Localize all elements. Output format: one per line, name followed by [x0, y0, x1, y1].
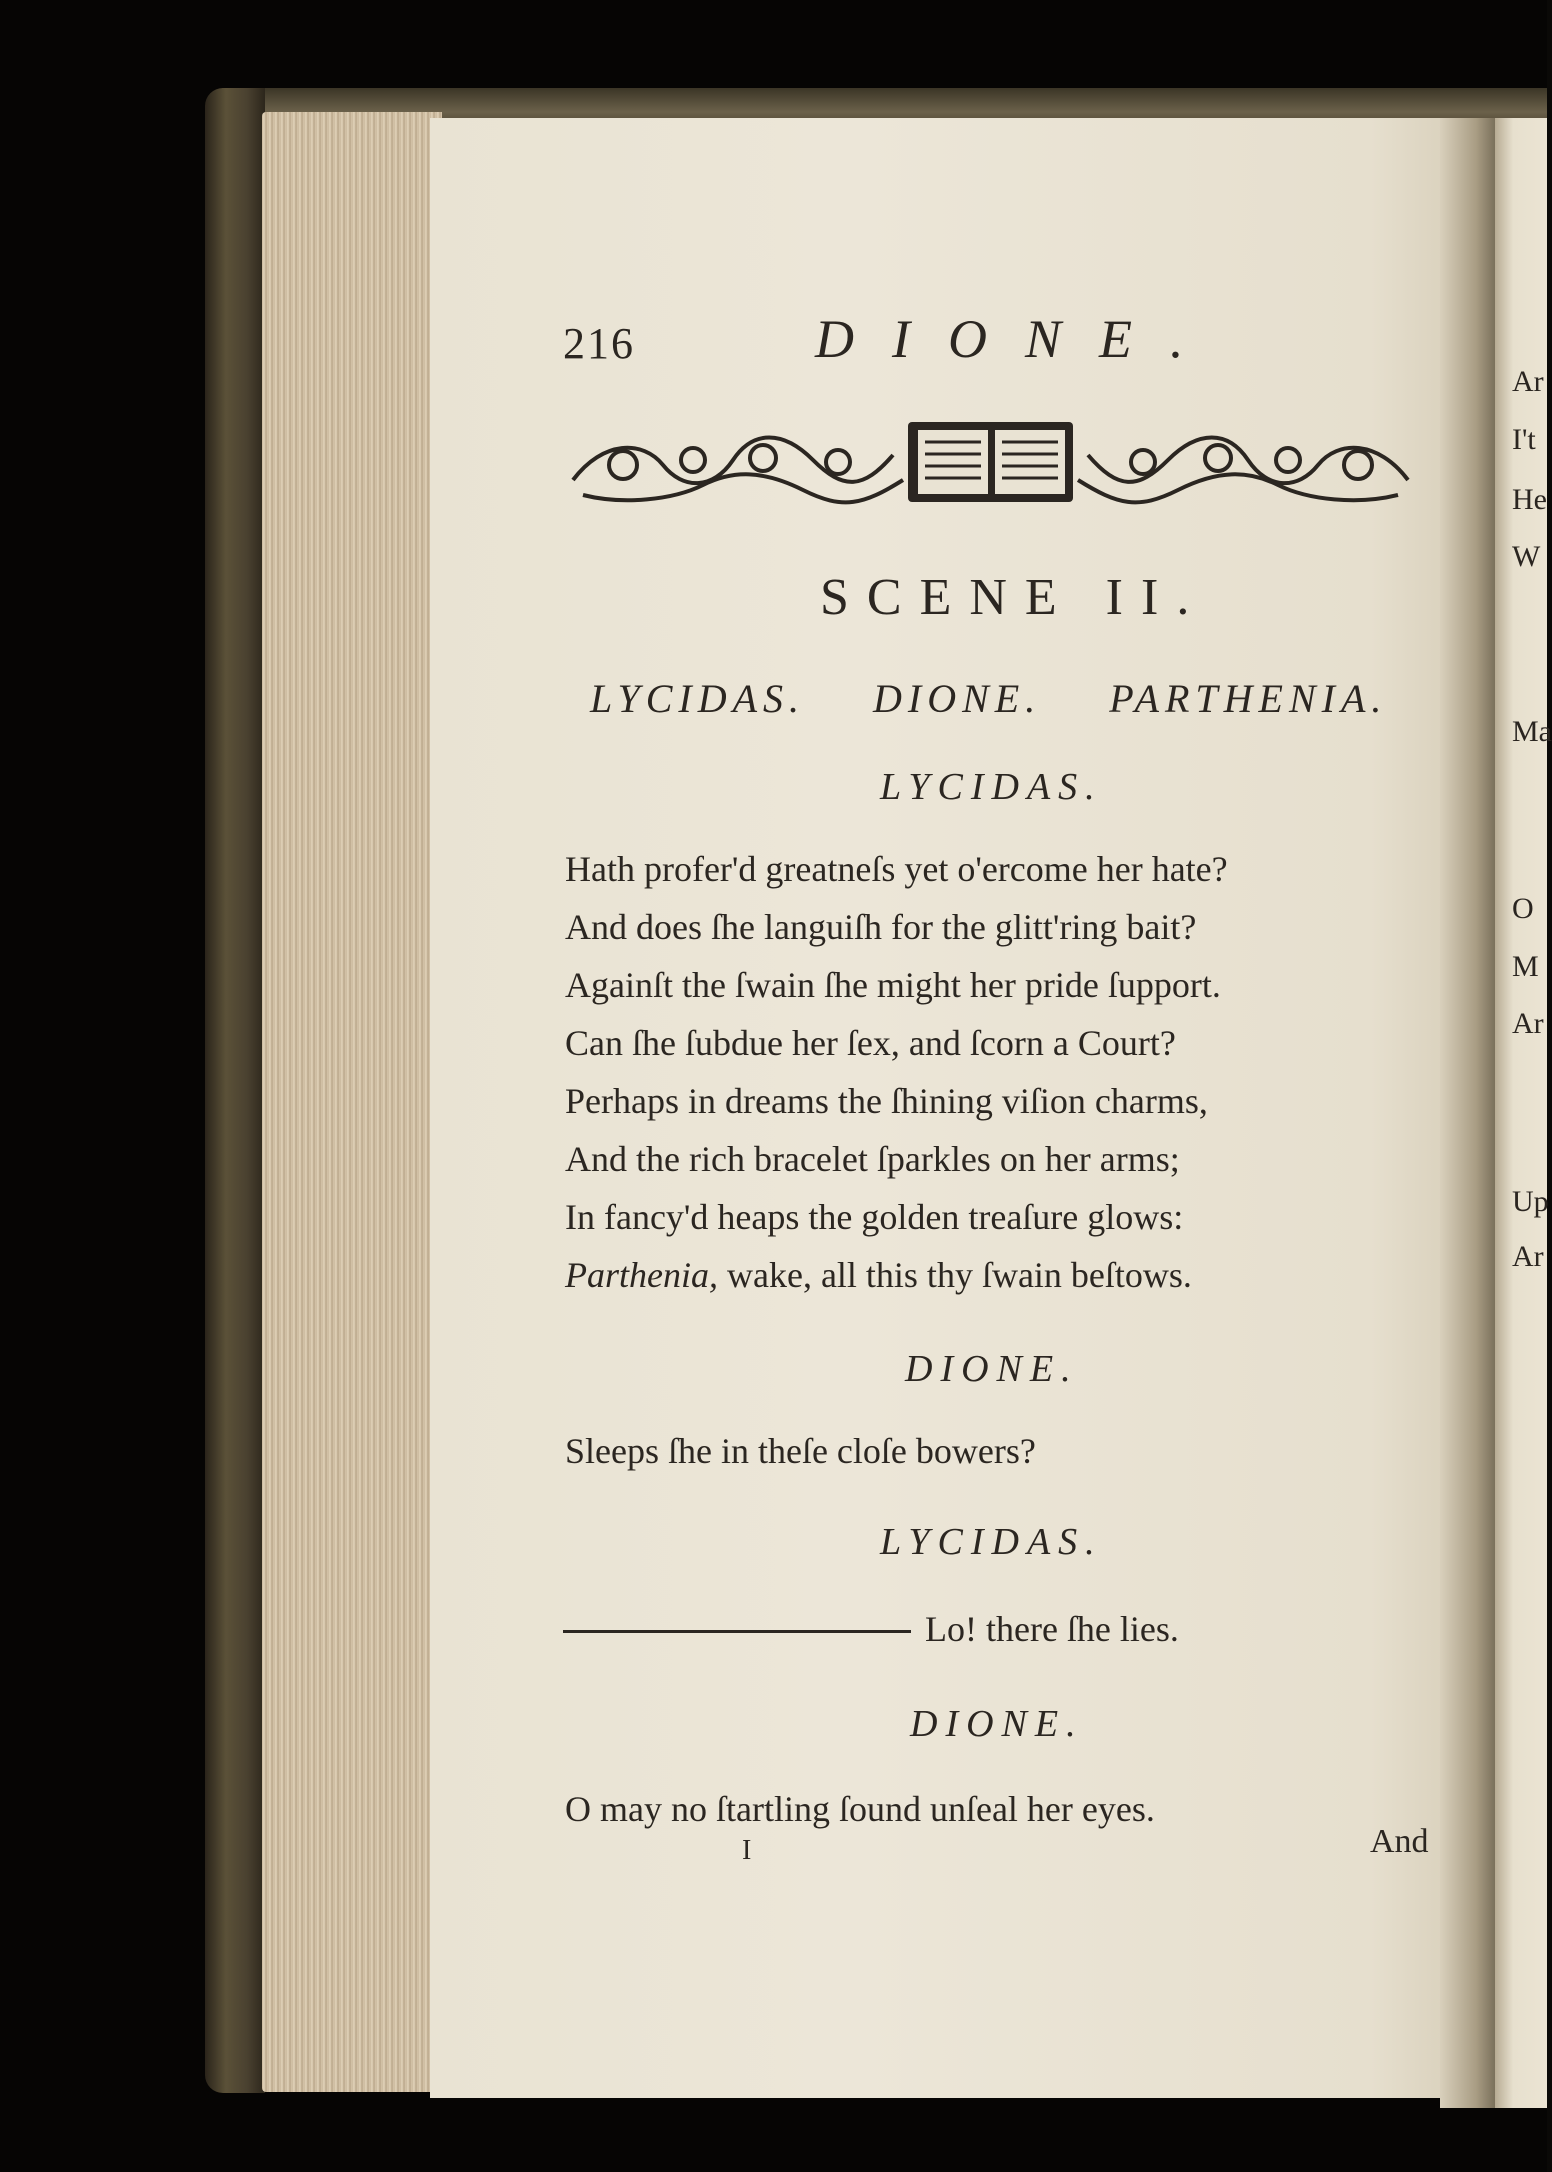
verse-line: Can ſhe ſubdue her ſex, and ſcorn a Court? [565, 1023, 1176, 1063]
cast-list [590, 675, 1439, 722]
facing-fragment: Ar [1512, 365, 1544, 398]
running-head: DIONE. [815, 309, 1222, 369]
page-number: 216 [563, 319, 635, 368]
facing-fragment: I't [1512, 423, 1536, 456]
catchword: And [1370, 1823, 1429, 1860]
verse-italic-word: Parthenia, [565, 1255, 718, 1295]
right-page [1495, 118, 1547, 2108]
verse-line: Lo! there ſhe lies. [925, 1609, 1179, 1649]
cast-member: DIONE. [873, 676, 1042, 721]
speaker-heading: DIONE. [905, 1348, 1079, 1390]
page-edges [262, 112, 442, 2092]
verse-line: Sleeps ſhe in theſe cloſe bowers? [565, 1431, 1036, 1471]
facing-fragment: Ar [1512, 1240, 1544, 1273]
signature-mark: I [742, 1835, 752, 1866]
facing-fragment: O [1512, 892, 1534, 925]
dash-rule [563, 1630, 911, 1633]
facing-fragment: Up [1512, 1185, 1549, 1218]
verse-line: In fancy'd heaps the golden treaſure glows: [565, 1197, 1184, 1237]
verse-line: And does ſhe languiſh for the glitt'ring bait? [565, 907, 1197, 947]
speaker-heading: DIONE. [910, 1703, 1084, 1745]
gutter [1440, 118, 1500, 2108]
facing-fragment: Ar [1512, 1007, 1544, 1040]
headpiece-ornament [563, 410, 1418, 515]
verse-line: O may no ſtartling ſound unſeal her eyes. [565, 1789, 1155, 1829]
book-spine-cover [205, 88, 265, 2093]
facing-fragment: W [1512, 540, 1541, 573]
verse-line: Perhaps in dreams the ſhining viſion charms, [565, 1081, 1208, 1121]
scene-title: SCENE II. [820, 569, 1208, 626]
speaker-heading: LYCIDAS. [880, 1521, 1103, 1563]
facing-fragment: He [1512, 483, 1547, 516]
cast-member: PARTHENIA. [1109, 676, 1388, 721]
verse-line [565, 1254, 1192, 1296]
facing-fragment: M [1512, 950, 1539, 983]
verse-line-rest: wake, all this thy ſwain beſtows. [717, 1255, 1192, 1295]
verse-line: And the rich bracelet ſparkles on her arms; [565, 1139, 1180, 1179]
cast-member: LYCIDAS. [590, 676, 806, 721]
speaker-heading: LYCIDAS. [880, 766, 1103, 808]
facing-fragment: Ma [1512, 715, 1552, 748]
verse-line: Hath profer'd greatneſs yet o'ercome her hate? [565, 849, 1228, 889]
verse-line: Againſt the ſwain ſhe might her pride ſupport. [565, 965, 1221, 1005]
